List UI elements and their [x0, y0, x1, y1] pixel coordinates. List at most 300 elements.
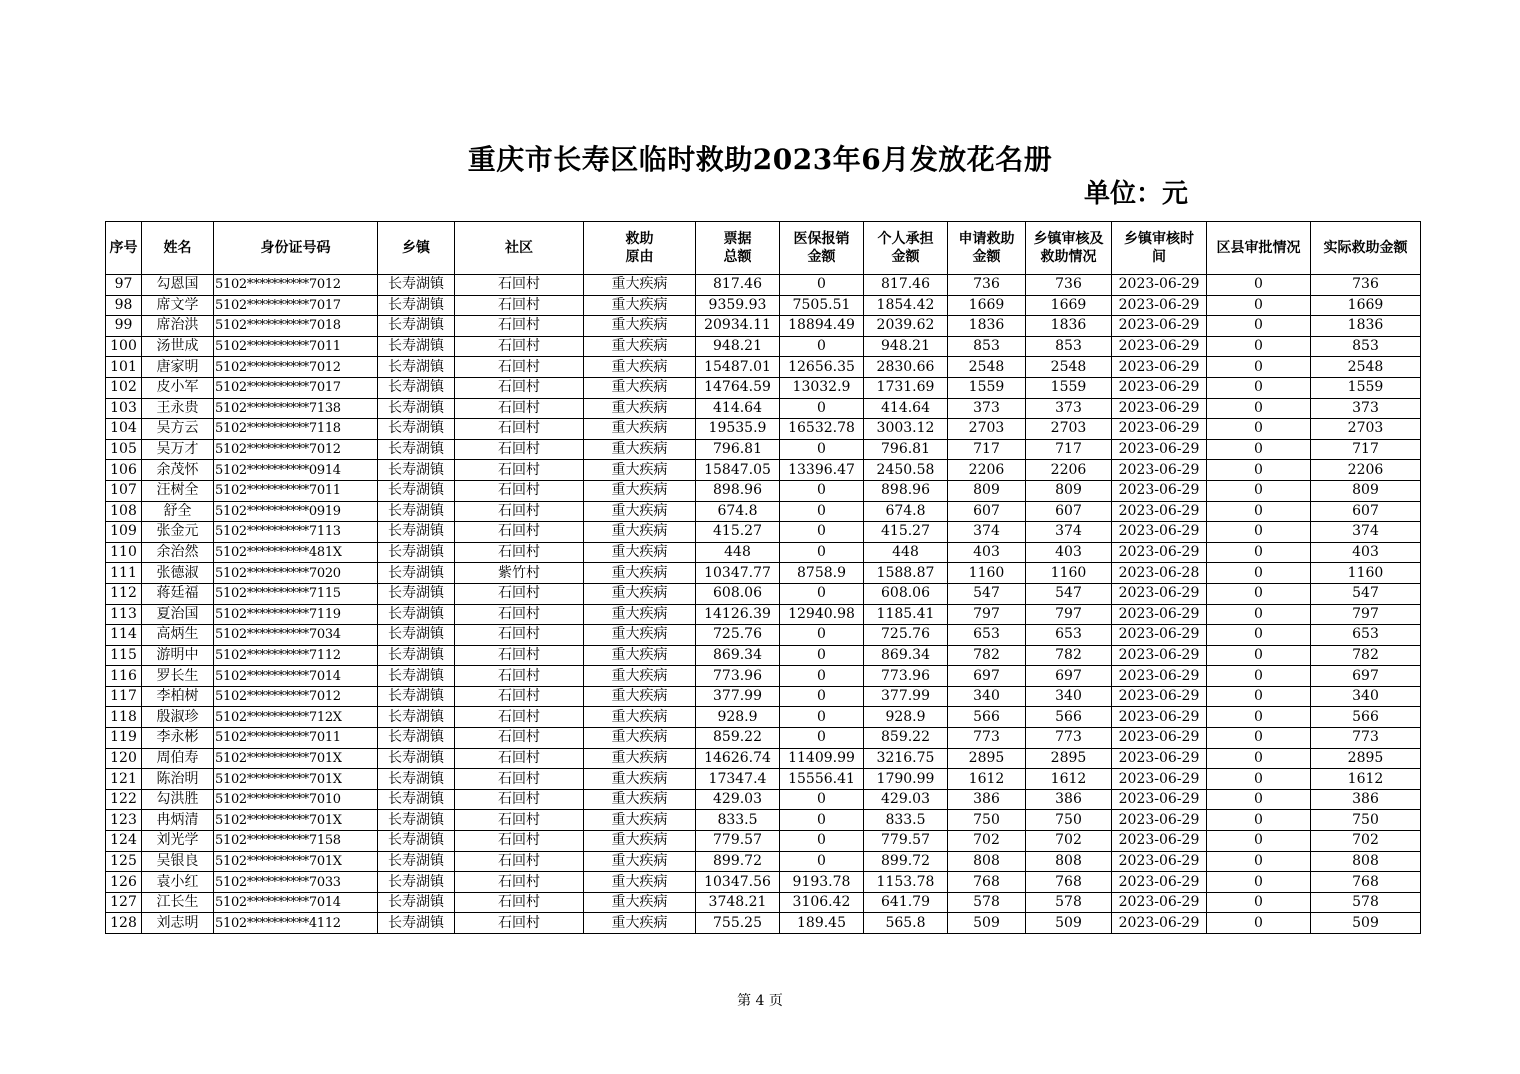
table-cell: 石回村 [455, 810, 584, 831]
table-cell: 0 [780, 625, 864, 646]
column-header: 实际救助金额 [1311, 222, 1421, 275]
table-cell: 长寿湖镇 [378, 666, 455, 687]
table-cell: 2703 [1026, 419, 1112, 440]
table-cell: 14626.74 [696, 748, 780, 769]
table-cell: 578 [1311, 892, 1421, 913]
table-cell: 817.46 [864, 275, 948, 296]
table-cell: 5102**********701X [214, 769, 378, 790]
table-cell: 2023-06-29 [1112, 645, 1207, 666]
table-cell: 重大疾病 [584, 831, 696, 852]
table-cell: 长寿湖镇 [378, 769, 455, 790]
table-cell: 1588.87 [864, 563, 948, 584]
table-cell: 长寿湖镇 [378, 892, 455, 913]
table-cell: 2023-06-28 [1112, 563, 1207, 584]
table-cell: 859.22 [696, 728, 780, 749]
table-cell: 653 [1311, 625, 1421, 646]
table-cell: 2703 [1311, 419, 1421, 440]
table-cell: 2023-06-29 [1112, 810, 1207, 831]
table-cell: 448 [864, 542, 948, 563]
table-cell: 长寿湖镇 [378, 563, 455, 584]
table-cell: 长寿湖镇 [378, 810, 455, 831]
table-row [106, 728, 1421, 749]
table-cell: 石回村 [455, 542, 584, 563]
table-cell: 948.21 [864, 336, 948, 357]
table-cell: 陈治明 [142, 769, 214, 790]
table-cell: 5102**********7118 [214, 419, 378, 440]
table-cell: 702 [948, 831, 1026, 852]
table-cell: 5102**********481X [214, 542, 378, 563]
table-cell: 1185.41 [864, 604, 948, 625]
table-cell: 长寿湖镇 [378, 275, 455, 296]
table-cell: 509 [948, 913, 1026, 934]
table-cell: 0 [1207, 872, 1311, 893]
table-row [106, 913, 1421, 934]
table-cell: 0 [780, 789, 864, 810]
table-cell: 2023-06-29 [1112, 728, 1207, 749]
table-cell: 1669 [948, 295, 1026, 316]
table-cell: 123 [106, 810, 142, 831]
table-row [106, 892, 1421, 913]
table-cell: 15487.01 [696, 357, 780, 378]
table-cell: 899.72 [696, 851, 780, 872]
table-cell: 898.96 [696, 480, 780, 501]
table-cell: 773 [948, 728, 1026, 749]
table-cell: 8758.9 [780, 563, 864, 584]
table-cell: 石回村 [455, 316, 584, 337]
table-cell: 石回村 [455, 872, 584, 893]
table-row [106, 645, 1421, 666]
table-cell: 长寿湖镇 [378, 583, 455, 604]
table-cell: 697 [1026, 666, 1112, 687]
table-cell: 重大疾病 [584, 789, 696, 810]
table-row [106, 316, 1421, 337]
table-cell: 石回村 [455, 336, 584, 357]
table-cell: 重大疾病 [584, 501, 696, 522]
column-header: 序号 [106, 222, 142, 275]
table-cell: 长寿湖镇 [378, 460, 455, 481]
table-cell: 607 [1311, 501, 1421, 522]
table-cell: 0 [1207, 357, 1311, 378]
table-cell: 石回村 [455, 851, 584, 872]
table-cell: 0 [780, 275, 864, 296]
table-cell: 113 [106, 604, 142, 625]
table-cell: 2548 [948, 357, 1026, 378]
table-cell: 0 [780, 336, 864, 357]
table-cell: 117 [106, 686, 142, 707]
table-cell: 2023-06-29 [1112, 501, 1207, 522]
table-cell: 0 [1207, 542, 1311, 563]
table-cell: 0 [1207, 460, 1311, 481]
table-cell: 1153.78 [864, 872, 948, 893]
table-cell: 长寿湖镇 [378, 748, 455, 769]
table-cell: 189.45 [780, 913, 864, 934]
table-cell: 1669 [1311, 295, 1421, 316]
table-cell: 898.96 [864, 480, 948, 501]
table-cell: 2023-06-29 [1112, 625, 1207, 646]
table-cell: 重大疾病 [584, 377, 696, 398]
table-row [106, 831, 1421, 852]
table-cell: 5102**********7014 [214, 892, 378, 913]
table-cell: 13032.9 [780, 377, 864, 398]
table-cell: 石回村 [455, 439, 584, 460]
table-cell: 725.76 [864, 625, 948, 646]
table-cell: 石回村 [455, 913, 584, 934]
unit-label: 单位：元 [1084, 179, 1189, 209]
table-cell: 江长生 [142, 892, 214, 913]
table-row [106, 625, 1421, 646]
table-cell: 101 [106, 357, 142, 378]
table-cell: 2206 [1311, 460, 1421, 481]
table-cell: 重大疾病 [584, 542, 696, 563]
table-cell: 509 [1311, 913, 1421, 934]
table-cell: 779.57 [864, 831, 948, 852]
table-cell: 782 [1311, 645, 1421, 666]
table-row [106, 522, 1421, 543]
table-cell: 长寿湖镇 [378, 872, 455, 893]
table-cell: 石回村 [455, 480, 584, 501]
table-cell: 长寿湖镇 [378, 707, 455, 728]
table-cell: 122 [106, 789, 142, 810]
table-cell: 0 [1207, 377, 1311, 398]
table-cell: 608.06 [864, 583, 948, 604]
table-cell: 5102**********7012 [214, 439, 378, 460]
table-cell: 674.8 [696, 501, 780, 522]
table-cell: 2023-06-29 [1112, 851, 1207, 872]
table-cell: 重大疾病 [584, 419, 696, 440]
table-cell: 750 [1026, 810, 1112, 831]
table-row [106, 851, 1421, 872]
table-cell: 1836 [1311, 316, 1421, 337]
table-cell: 重大疾病 [584, 872, 696, 893]
table-cell: 0 [780, 851, 864, 872]
table-cell: 0 [780, 645, 864, 666]
table-cell: 808 [1311, 851, 1421, 872]
table-cell: 773.96 [864, 666, 948, 687]
table-cell: 374 [948, 522, 1026, 543]
table-cell: 429.03 [696, 789, 780, 810]
table-cell: 717 [948, 439, 1026, 460]
table-cell: 899.72 [864, 851, 948, 872]
table-cell: 汤世成 [142, 336, 214, 357]
table-cell: 768 [1311, 872, 1421, 893]
column-header: 乡镇 [378, 222, 455, 275]
table-cell: 5102**********7158 [214, 831, 378, 852]
table-cell: 2895 [948, 748, 1026, 769]
table-cell: 李永彬 [142, 728, 214, 749]
column-header: 身份证号码 [214, 222, 378, 275]
table-cell: 长寿湖镇 [378, 604, 455, 625]
table-cell: 1854.42 [864, 295, 948, 316]
table-cell: 697 [1311, 666, 1421, 687]
table-row [106, 501, 1421, 522]
column-header: 乡镇审核及 救助情况 [1026, 222, 1112, 275]
table-cell: 578 [1026, 892, 1112, 913]
table-cell: 607 [1026, 501, 1112, 522]
table-cell: 石回村 [455, 748, 584, 769]
table-cell: 120 [106, 748, 142, 769]
table-cell: 115 [106, 645, 142, 666]
table-cell: 长寿湖镇 [378, 645, 455, 666]
table-cell: 415.27 [696, 522, 780, 543]
table-cell: 736 [1311, 275, 1421, 296]
table-cell: 414.64 [864, 398, 948, 419]
table-cell: 石回村 [455, 501, 584, 522]
table-cell: 386 [1311, 789, 1421, 810]
table-cell: 16532.78 [780, 419, 864, 440]
table-cell: 5102**********712X [214, 707, 378, 728]
table-row [106, 439, 1421, 460]
table-cell: 0 [780, 542, 864, 563]
table-cell: 373 [948, 398, 1026, 419]
table-cell: 0 [1207, 501, 1311, 522]
table-cell: 石回村 [455, 625, 584, 646]
table-cell: 340 [948, 686, 1026, 707]
table-cell: 106 [106, 460, 142, 481]
table-cell: 5102**********7115 [214, 583, 378, 604]
table-cell: 5102**********4112 [214, 913, 378, 934]
table-cell: 3216.75 [864, 748, 948, 769]
table-cell: 2039.62 [864, 316, 948, 337]
table-cell: 2450.58 [864, 460, 948, 481]
table-cell: 20934.11 [696, 316, 780, 337]
table-row [106, 295, 1421, 316]
table-cell: 1160 [1026, 563, 1112, 584]
table-cell: 5102**********7012 [214, 275, 378, 296]
table-cell: 5102**********7014 [214, 666, 378, 687]
table-cell: 0 [1207, 728, 1311, 749]
table-cell: 768 [1026, 872, 1112, 893]
table-cell: 10347.56 [696, 872, 780, 893]
table-cell: 2703 [948, 419, 1026, 440]
table-cell: 张德淑 [142, 563, 214, 584]
table-cell: 1790.99 [864, 769, 948, 790]
table-row [106, 275, 1421, 296]
table-cell: 2023-06-29 [1112, 769, 1207, 790]
table-cell: 853 [948, 336, 1026, 357]
table-cell: 长寿湖镇 [378, 480, 455, 501]
table-cell: 0 [1207, 851, 1311, 872]
table-cell: 948.21 [696, 336, 780, 357]
table-cell: 773.96 [696, 666, 780, 687]
table-cell: 重大疾病 [584, 460, 696, 481]
table-cell: 386 [948, 789, 1026, 810]
table-cell: 100 [106, 336, 142, 357]
table-cell: 2023-06-29 [1112, 831, 1207, 852]
table-cell: 0 [780, 398, 864, 419]
table-cell: 98 [106, 295, 142, 316]
table-cell: 长寿湖镇 [378, 316, 455, 337]
table-cell: 蒋廷福 [142, 583, 214, 604]
table-row [106, 810, 1421, 831]
table-cell: 0 [1207, 563, 1311, 584]
table-cell: 重大疾病 [584, 439, 696, 460]
table-cell: 0 [1207, 398, 1311, 419]
table-cell: 重大疾病 [584, 316, 696, 337]
table-cell: 0 [780, 831, 864, 852]
table-cell: 118 [106, 707, 142, 728]
table-cell: 2023-06-29 [1112, 789, 1207, 810]
table-cell: 5102**********7010 [214, 789, 378, 810]
table-cell: 0 [780, 707, 864, 728]
table-cell: 5102**********7011 [214, 480, 378, 501]
table-cell: 2023-06-29 [1112, 480, 1207, 501]
table-cell: 2023-06-29 [1112, 522, 1207, 543]
table-cell: 2023-06-29 [1112, 872, 1207, 893]
table-cell: 119 [106, 728, 142, 749]
table-cell: 702 [1026, 831, 1112, 852]
table-cell: 5102**********7034 [214, 625, 378, 646]
table-cell: 重大疾病 [584, 666, 696, 687]
table-cell: 808 [948, 851, 1026, 872]
table-cell: 853 [1311, 336, 1421, 357]
table-row [106, 872, 1421, 893]
table-cell: 373 [1311, 398, 1421, 419]
table-cell: 0 [780, 522, 864, 543]
table-cell: 长寿湖镇 [378, 501, 455, 522]
table-cell: 0 [1207, 913, 1311, 934]
table-cell: 7505.51 [780, 295, 864, 316]
table-row [106, 460, 1421, 481]
table-cell: 0 [1207, 275, 1311, 296]
table-row [106, 604, 1421, 625]
table-cell: 103 [106, 398, 142, 419]
table-cell: 773 [1311, 728, 1421, 749]
table-cell: 697 [948, 666, 1026, 687]
table-cell: 2023-06-29 [1112, 913, 1207, 934]
document-title: 重庆市长寿区临时救助2023年6月发放花名册 [467, 143, 1053, 176]
table-cell: 566 [1026, 707, 1112, 728]
table-cell: 0 [1207, 686, 1311, 707]
table-cell: 809 [1026, 480, 1112, 501]
table-cell: 12656.35 [780, 357, 864, 378]
table-cell: 吴万才 [142, 439, 214, 460]
table-cell: 0 [780, 480, 864, 501]
table-cell: 1836 [1026, 316, 1112, 337]
table-cell: 750 [948, 810, 1026, 831]
table-cell: 2023-06-29 [1112, 275, 1207, 296]
table-cell: 0 [1207, 892, 1311, 913]
table-cell: 石回村 [455, 357, 584, 378]
table-cell: 王永贵 [142, 398, 214, 419]
table-cell: 1836 [948, 316, 1026, 337]
table-cell: 3748.21 [696, 892, 780, 913]
table-cell: 107 [106, 480, 142, 501]
table-cell: 重大疾病 [584, 645, 696, 666]
table-cell: 1612 [1026, 769, 1112, 790]
table-cell: 2023-06-29 [1112, 583, 1207, 604]
table-cell: 0 [1207, 439, 1311, 460]
column-header: 乡镇审核时 间 [1112, 222, 1207, 275]
table-cell: 石回村 [455, 398, 584, 419]
table-cell: 重大疾病 [584, 707, 696, 728]
table-cell: 吴方云 [142, 419, 214, 440]
table-cell: 李柏树 [142, 686, 214, 707]
table-cell: 0 [1207, 707, 1311, 728]
table-cell: 0 [1207, 666, 1311, 687]
table-cell: 5102**********7011 [214, 728, 378, 749]
table-cell: 重大疾病 [584, 480, 696, 501]
table-cell: 0 [780, 728, 864, 749]
table-header-row [106, 222, 1421, 275]
table-cell: 重大疾病 [584, 398, 696, 419]
table-cell: 817.46 [696, 275, 780, 296]
table-cell: 重大疾病 [584, 583, 696, 604]
table-cell: 736 [948, 275, 1026, 296]
table-cell: 0 [1207, 645, 1311, 666]
column-header: 救助 原由 [584, 222, 696, 275]
table-cell: 游明中 [142, 645, 214, 666]
table-cell: 0 [780, 501, 864, 522]
table-cell: 2023-06-29 [1112, 419, 1207, 440]
table-cell: 席治洪 [142, 316, 214, 337]
table-cell: 429.03 [864, 789, 948, 810]
table-cell: 石回村 [455, 789, 584, 810]
table-cell: 641.79 [864, 892, 948, 913]
table-cell: 长寿湖镇 [378, 913, 455, 934]
table-cell: 853 [1026, 336, 1112, 357]
table-cell: 578 [948, 892, 1026, 913]
table-cell: 797 [1026, 604, 1112, 625]
table-cell: 0 [1207, 625, 1311, 646]
table-cell: 1559 [948, 377, 1026, 398]
table-row [106, 377, 1421, 398]
table-cell: 5102**********7033 [214, 872, 378, 893]
table-cell: 1160 [948, 563, 1026, 584]
table-row [106, 357, 1421, 378]
table-cell: 2023-06-29 [1112, 460, 1207, 481]
table-cell: 重大疾病 [584, 851, 696, 872]
table-row [106, 480, 1421, 501]
table-cell: 2023-06-29 [1112, 686, 1207, 707]
table-cell: 547 [1311, 583, 1421, 604]
table-cell: 石回村 [455, 460, 584, 481]
table-cell: 5102**********7012 [214, 357, 378, 378]
table-cell: 重大疾病 [584, 336, 696, 357]
table-cell: 长寿湖镇 [378, 377, 455, 398]
table-cell: 2023-06-29 [1112, 398, 1207, 419]
table-cell: 9359.93 [696, 295, 780, 316]
table-cell: 112 [106, 583, 142, 604]
table-cell: 608.06 [696, 583, 780, 604]
table-cell: 653 [1026, 625, 1112, 646]
table-row [106, 542, 1421, 563]
table-cell: 重大疾病 [584, 563, 696, 584]
table-cell: 750 [1311, 810, 1421, 831]
table-cell: 0 [1207, 316, 1311, 337]
table-cell: 773 [1026, 728, 1112, 749]
table-cell: 653 [948, 625, 1026, 646]
table-cell: 869.34 [864, 645, 948, 666]
table-cell: 长寿湖镇 [378, 625, 455, 646]
table-cell: 5102**********7020 [214, 563, 378, 584]
table-cell: 0 [1207, 295, 1311, 316]
table-cell: 5102**********0914 [214, 460, 378, 481]
table-cell: 周伯寿 [142, 748, 214, 769]
table-cell: 99 [106, 316, 142, 337]
table-cell: 116 [106, 666, 142, 687]
table-cell: 长寿湖镇 [378, 728, 455, 749]
table-cell: 607 [948, 501, 1026, 522]
table-cell: 长寿湖镇 [378, 851, 455, 872]
table-cell: 403 [1311, 542, 1421, 563]
table-cell: 袁小红 [142, 872, 214, 893]
table-cell: 2023-06-29 [1112, 336, 1207, 357]
table-cell: 1669 [1026, 295, 1112, 316]
table-cell: 110 [106, 542, 142, 563]
table-cell: 808 [1026, 851, 1112, 872]
table-cell: 1559 [1026, 377, 1112, 398]
table-cell: 石回村 [455, 666, 584, 687]
